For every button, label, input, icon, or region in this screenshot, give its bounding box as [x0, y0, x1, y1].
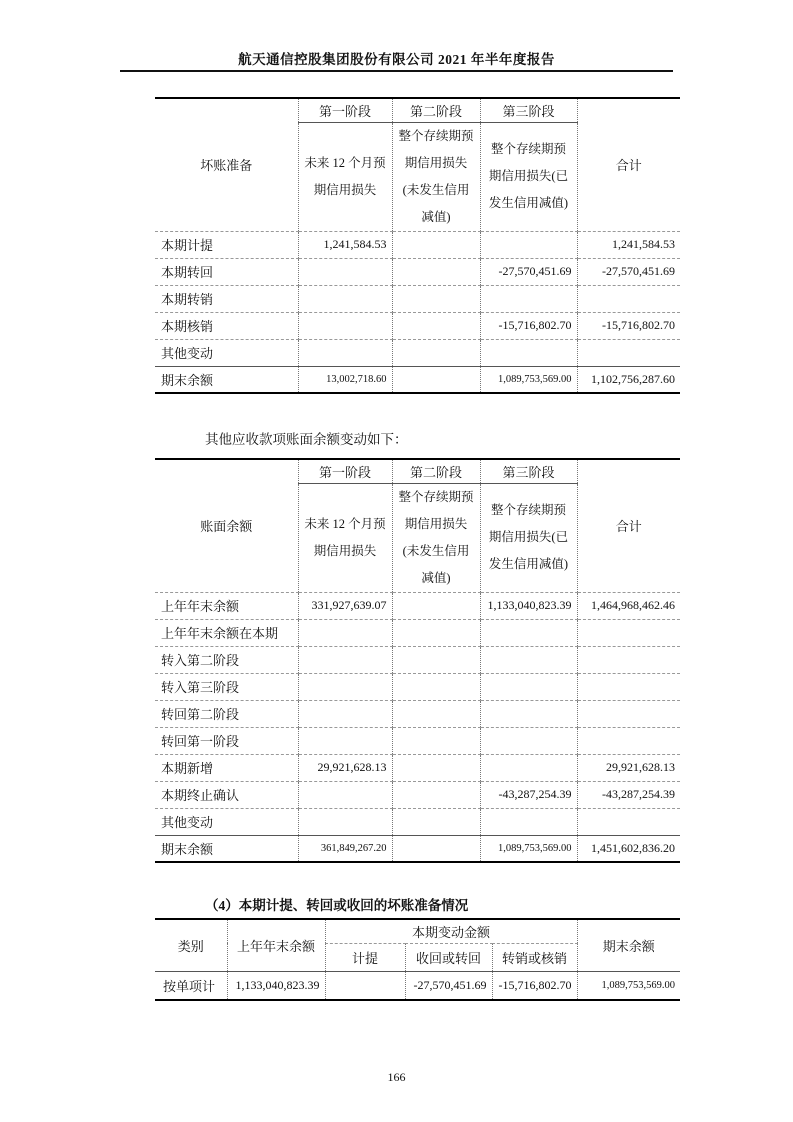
value-cell: -43,287,254.39 [480, 781, 577, 808]
row-label: 上年年末余额在本期 [155, 619, 298, 646]
stage-3-description: 整个存续期预期信用损失(已发生信用减值) [480, 483, 577, 592]
stage-1-description: 未来 12 个月预期信用损失 [298, 122, 392, 231]
value-cell [392, 781, 480, 808]
value-cell [480, 231, 577, 258]
value-cell [392, 366, 480, 393]
stage-3-header: 第三阶段 [480, 459, 577, 483]
table-header-row [155, 919, 680, 943]
value-cell [298, 673, 392, 700]
value-cell: 361,849,267.20 [298, 835, 392, 862]
value-cell [480, 727, 577, 754]
row-label: 其他变动 [155, 808, 298, 835]
book-balance-table [155, 458, 680, 863]
total-column-header: 合计 [577, 459, 680, 592]
value-cell [298, 727, 392, 754]
stage-2-header: 第二阶段 [392, 459, 480, 483]
value-cell [392, 808, 480, 835]
row-label: 转入第二阶段 [155, 646, 298, 673]
value-cell [298, 312, 392, 339]
page-header-title: 航天通信控股集团股份有限公司 2021 年半年度报告 [238, 52, 555, 67]
value-cell [577, 808, 680, 835]
value-cell: -43,287,254.39 [577, 781, 680, 808]
table-row [155, 258, 680, 285]
table-row [155, 700, 680, 727]
value-cell [298, 285, 392, 312]
value-cell: -15,716,802.70 [480, 312, 577, 339]
value-cell: 1,241,584.53 [577, 231, 680, 258]
value-cell [298, 808, 392, 835]
table-row [155, 646, 680, 673]
value-cell [392, 231, 480, 258]
value-cell [480, 646, 577, 673]
value-cell: 13,002,718.60 [298, 366, 392, 393]
value-cell [392, 754, 480, 781]
table-row [155, 808, 680, 835]
table-row [155, 312, 680, 339]
value-cell: 1,089,753,569.00 [480, 835, 577, 862]
stage-2-description: 整个存续期预期信用损失(未发生信用减值) [392, 483, 480, 592]
period-end-column-header: 期末余额 [577, 919, 680, 971]
value-cell [577, 727, 680, 754]
value-cell [392, 835, 480, 862]
value-cell [577, 700, 680, 727]
table-header-row [155, 459, 680, 483]
row-label: 转回第二阶段 [155, 700, 298, 727]
stage-2-description: 整个存续期预期信用损失(未发生信用减值) [392, 122, 480, 231]
value-cell [392, 646, 480, 673]
value-cell [480, 339, 577, 366]
stage-1-header: 第一阶段 [298, 459, 392, 483]
table-row [155, 366, 680, 393]
value-cell: 331,927,639.07 [298, 592, 392, 619]
recover-reverse-subcolumn-header: 收回或转回 [405, 943, 492, 971]
heading-item-4: （4）本期计提、转回或收回的坏账准备情况 [205, 898, 469, 913]
value-cell: 1,451,602,836.20 [577, 835, 680, 862]
category-column-header: 类别 [155, 919, 227, 971]
row-label: 本期转回 [155, 258, 298, 285]
value-cell [392, 700, 480, 727]
table-row [155, 971, 680, 1000]
page-number: 166 [387, 1070, 406, 1084]
current-change-group-header: 本期变动金额 [325, 919, 577, 943]
table-corner-label: 坏账准备 [155, 98, 298, 231]
value-cell [298, 646, 392, 673]
bad-debt-provision-table [155, 97, 680, 394]
value-cell: -27,570,451.69 [577, 258, 680, 285]
value-cell: -27,570,451.69 [480, 258, 577, 285]
row-label: 转回第一阶段 [155, 727, 298, 754]
table-row [155, 727, 680, 754]
row-label: 其他变动 [155, 339, 298, 366]
value-cell [577, 646, 680, 673]
value-cell [577, 285, 680, 312]
value-cell: 1,102,756,287.60 [577, 366, 680, 393]
row-label: 期末余额 [155, 366, 298, 393]
value-cell [298, 781, 392, 808]
row-label: 期末余额 [155, 835, 298, 862]
table-row [155, 835, 680, 862]
stage-2-header: 第二阶段 [392, 98, 480, 122]
table-row [155, 619, 680, 646]
row-label: 本期计提 [155, 231, 298, 258]
row-label: 本期转销 [155, 285, 298, 312]
value-cell: 1,464,968,462.46 [577, 592, 680, 619]
stage-3-description: 整个存续期预期信用损失(已发生信用减值) [480, 122, 577, 231]
row-label: 上年年末余额 [155, 592, 298, 619]
table-row [155, 781, 680, 808]
value-cell [577, 673, 680, 700]
value-cell: 1,133,040,823.39 [480, 592, 577, 619]
header-rule [120, 70, 673, 72]
value-cell [298, 339, 392, 366]
value-cell [325, 971, 405, 1000]
table-header-row [155, 98, 680, 122]
table-corner-label: 账面余额 [155, 459, 298, 592]
row-label: 转入第三阶段 [155, 673, 298, 700]
value-cell [392, 673, 480, 700]
provision-subcolumn-header: 计提 [325, 943, 405, 971]
table-row [155, 285, 680, 312]
provision-changes-table [155, 918, 680, 1001]
value-cell [480, 619, 577, 646]
value-cell [298, 700, 392, 727]
row-label: 本期终止确认 [155, 781, 298, 808]
other-receivables-paragraph: 其他应收款项账面余额变动如下： [205, 432, 408, 447]
row-label: 按单项计 [155, 971, 227, 1000]
value-cell: 1,241,584.53 [298, 231, 392, 258]
value-cell [392, 285, 480, 312]
value-cell: 29,921,628.13 [298, 754, 392, 781]
value-cell: -27,570,451.69 [405, 971, 492, 1000]
value-cell [298, 619, 392, 646]
value-cell [480, 754, 577, 781]
stage-1-description: 未来 12 个月预期信用损失 [298, 483, 392, 592]
row-label: 本期新增 [155, 754, 298, 781]
stage-3-header: 第三阶段 [480, 98, 577, 122]
value-cell: -15,716,802.70 [492, 971, 577, 1000]
prev-year-end-column-header: 上年年末余额 [227, 919, 325, 971]
value-cell: 1,089,753,569.00 [577, 971, 680, 1000]
value-cell [577, 619, 680, 646]
value-cell: 1,089,753,569.00 [480, 366, 577, 393]
value-cell [480, 673, 577, 700]
value-cell [577, 339, 680, 366]
table-row [155, 231, 680, 258]
value-cell: 29,921,628.13 [577, 754, 680, 781]
table-row [155, 754, 680, 781]
row-label: 本期核销 [155, 312, 298, 339]
value-cell [480, 285, 577, 312]
value-cell [480, 808, 577, 835]
table-row [155, 673, 680, 700]
value-cell [298, 258, 392, 285]
value-cell [392, 312, 480, 339]
value-cell: -15,716,802.70 [577, 312, 680, 339]
stage-1-header: 第一阶段 [298, 98, 392, 122]
value-cell [392, 339, 480, 366]
value-cell [392, 727, 480, 754]
writeoff-subcolumn-header: 转销或核销 [492, 943, 577, 971]
value-cell [480, 700, 577, 727]
table-row [155, 592, 680, 619]
value-cell: 1,133,040,823.39 [227, 971, 325, 1000]
value-cell [392, 592, 480, 619]
value-cell [392, 619, 480, 646]
table-row [155, 339, 680, 366]
value-cell [392, 258, 480, 285]
total-column-header: 合计 [577, 98, 680, 231]
